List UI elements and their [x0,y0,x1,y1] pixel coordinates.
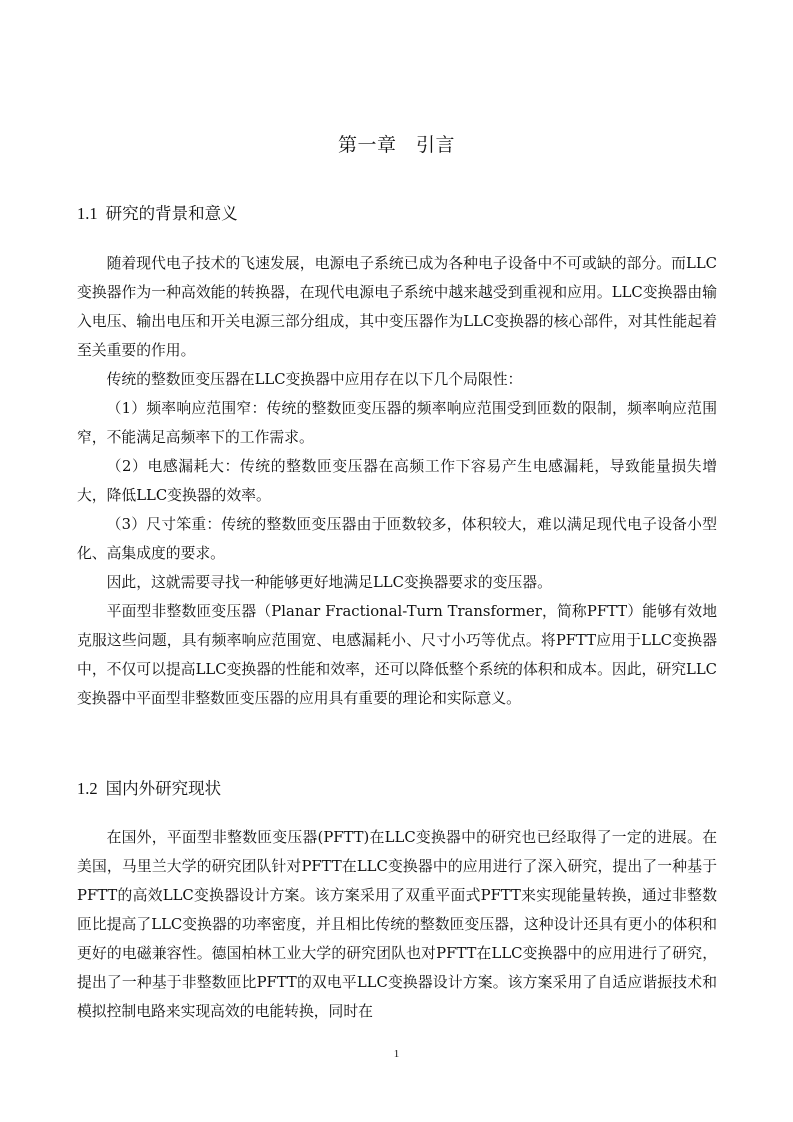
section-1-1-body [77,249,717,713]
list-item-paragraph: （1）频率响应范围窄：传统的整数匝变压器的频率响应范围受到匝数的限制，频率响应范围窄，不能满足高频率下的工作需求。 [77,400,717,446]
section-title: 国内外研究现状 [105,779,222,798]
section-heading-1-1 [77,200,238,224]
page-number: 1 [393,1048,400,1060]
section-heading-1-2 [77,775,221,799]
section-number: 1.1 [77,204,98,223]
list-item-paragraph: （2）电感漏耗大：传统的整数匝变压器在高频工作下容易产生电感漏耗，导致能量损失增大，降低LLC变换器的效率。 [77,458,717,504]
list-item-paragraph: （3）尺寸笨重：传统的整数匝变压器由于匝数较多，体积较大，难以满足现代电子设备小型化、高集成度的要求。 [77,516,717,562]
chapter-title: 第一章 引言 [337,134,455,156]
paragraph: 因此，这就需要寻找一种能够更好地满足LLC变换器要求的变压器。 [106,574,552,591]
paragraph: 平面型非整数匝变压器（Planar Fractional-Turn Transformer，简称PFTT）能够有效地克服这些问题，具有频率响应范围宽、电感漏耗小、尺寸小巧等优点。将PFTT应用于LLC变换器中，不仅可以提高LLC变换器的性能和效率，还可以降低整个系统的体积和成本。因此，研究LLC变换器中平面型非整数匝变压器的应用具有重要的理论和实际意义。 [77,603,717,707]
section-title: 研究的背景和意义 [105,204,238,223]
paragraph: 随着现代电子技术的飞速发展，电源电子系统已成为各种电子设备中不可或缺的部分。而LLC变换器作为一种高效能的转换器，在现代电源电子系统中越来越受到重视和应用。LLC变换器由输入电压、输出电压和开关电源三部分组成，其中变压器作为LLC变换器的核心部件，对其性能起着至关重要的作用。 [77,255,717,359]
paragraph: 在国外，平面型非整数匝变压器(PFTT)在LLC变换器中的研究也已经取得了一定的进展。在美国，马里兰大学的研究团队针对PFTT在LLC变换器中的应用进行了深入研究，提出了一种基于PFTT的高效LLC变换器设计方案。该方案采用了双重平面式PFTT来实现能量转换，通过非整数匝比提高了LLC变换器的功率密度，并且相比传统的整数匝变压器，这种设计还具有更小的体积和更好的电磁兼容性。德国柏林工业大学的研究团队也对PFTT在LLC变换器中的应用进行了研究，提出了一种基于非整数匝比PFTT的双电平LLC变换器设计方案。该方案采用了自适应谐振技术和模拟控制电路来实现高效的电能转换，同时在 [77,829,717,1020]
section-number: 1.2 [77,779,98,798]
paragraph: 传统的整数匝变压器在LLC变换器中应用存在以下几个局限性： [106,371,523,388]
section-1-2-body [77,823,717,1026]
